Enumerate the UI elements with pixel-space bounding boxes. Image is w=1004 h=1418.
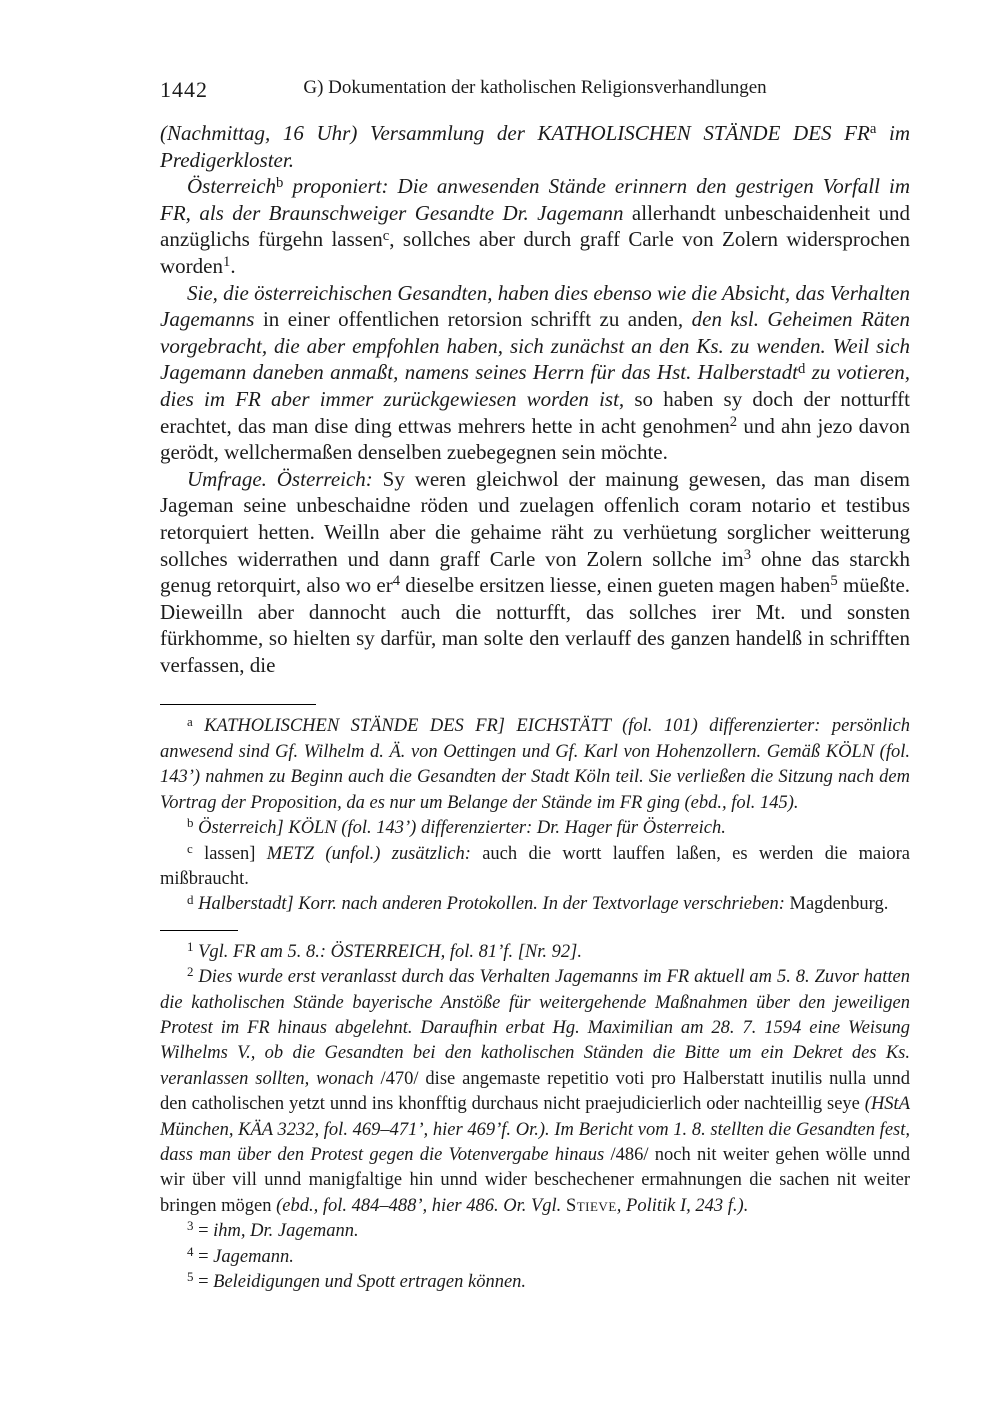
text-segment: =	[193, 1246, 214, 1267]
text-segment: Umfrage. Österreich:	[187, 466, 373, 491]
footnote-marker-2: 2	[729, 413, 738, 430]
footnotes	[160, 940, 910, 1296]
text-segment: , den ksl. Geheimen Räten vorgebracht, die aber empfohlen haben, sich zunächst an den Ks. zu wenden. Weil sich Jagemann daneben anmaßt, namens seines Herrn für das Hst. Halberstadt	[160, 307, 910, 385]
body-paragraph-gesandte	[160, 280, 910, 466]
text-segment: Halberstadt] Korr. nach anderen Protokollen. In der Textvorlage verschrieben:	[193, 894, 785, 915]
footnote-marker-a: a	[869, 121, 877, 138]
page-header	[160, 77, 910, 103]
text-segment: Vgl. FR am 5. 8.: ÖSTERREICH, fol. 81’f. [Nr. 92].	[193, 941, 582, 962]
footnote-marker-1: 1	[222, 254, 231, 271]
footnote-5	[160, 1270, 910, 1295]
apparatus-note-c	[160, 842, 910, 893]
footnote-marker-c: c	[382, 227, 390, 244]
footnote-marker-d: d	[798, 360, 806, 377]
footnote-marker-1: 1	[187, 938, 194, 954]
text-segment: Österreich	[187, 174, 277, 199]
text-block	[160, 77, 910, 1295]
text-segment: Jagemann.	[213, 1246, 294, 1267]
running-head: G) Dokumentation der katholischen Religionsverhandlungen	[303, 77, 767, 98]
footnote-marker-2: 2	[187, 964, 194, 980]
apparatus-note-d	[160, 892, 910, 917]
apparatus-separator-rule	[160, 704, 316, 705]
text-segment: .	[230, 253, 236, 278]
text-segment: ihm, Dr. Jagemann.	[213, 1221, 359, 1242]
text-segment: allerhandt unbeschaidenheit und anzüglichs fürgehn lassen	[160, 200, 910, 252]
text-segment: in einer offentlichen retorsion schrifft zu anden	[254, 307, 678, 332]
footnote-marker-c: c	[187, 840, 193, 856]
text-segment: Österreich] KÖLN (fol. 143’) differenzierter: Dr. Hager für Österreich.	[193, 818, 726, 839]
text-segment: auch die wortt lauffen laßen, es werden die maiora mißbraucht.	[160, 843, 910, 889]
text-segment: und ahn jezo davon gerödt, wellchermaßen denselben zuebegegnen sein möchte.	[160, 413, 910, 465]
footnote-marker-3: 3	[187, 1218, 194, 1234]
footnote-marker-4: 4	[392, 573, 401, 590]
body-text	[160, 120, 910, 678]
body-paragraph-opening	[160, 120, 910, 173]
body-paragraph-proposition	[160, 173, 910, 279]
text-segment: /486/ noch nit weiter gehen wölle unnd wir über vill unnd manigfaltige hin unnd wider beschechener ermahnungen die sachen nit weiter bringen mögen	[160, 1144, 910, 1216]
text-segment: METZ (unfol.) zusätzlich:	[266, 843, 471, 864]
footnote-marker-3: 3	[743, 546, 752, 563]
text-segment: im Predigerkloster.	[160, 121, 911, 172]
footnote-marker-b: b	[187, 815, 194, 831]
footnote-marker-b: b	[276, 174, 284, 191]
text-segment: , sollches aber durch graff Carle von Zolern widersprochen worden	[160, 227, 910, 278]
text-segment: Beleidigungen und Spott ertragen können.	[213, 1272, 527, 1292]
footnote-4	[160, 1245, 910, 1270]
footnote-separator-rule	[160, 930, 238, 931]
apparatus-note-a	[160, 714, 910, 816]
body-paragraph-umfrage	[160, 466, 910, 679]
text-segment: dieselbe ersitzen liesse, einen gueten magen haben	[400, 573, 831, 598]
text-segment: so haben sy doch der notturfft erachtet, das man dise ding ettwas mehrers hette in acht genohmen	[160, 386, 910, 438]
text-segment: Sie, die österreichischen Gesandten, haben dies ebenso wie die Absicht, das Verhalten Jagemanns	[160, 280, 910, 332]
critical-apparatus	[160, 714, 910, 917]
text-segment: =	[193, 1221, 214, 1242]
text-segment: (HStA München, KÄA 3232, fol. 469–471’, hier 469’f. Or.). Im Bericht vom 1. 8. stellten die Gesandten fest, dass man über den Protest gegen die Votenvergabe hinaus	[160, 1094, 910, 1165]
text-segment: ohne das starckh genug retorquirt, also wo er	[160, 546, 910, 598]
text-segment: =	[193, 1272, 214, 1292]
text-segment: Dies wurde erst veranlasst durch das Verhalten Jagemanns im FR aktuell am 5. 8. Zuvor hatten die katholischen Stände bayerische Anstöße für weitergehende Maßnahmen über den jeweiligen Protest im FR hinaus abgelehnt. Daraufhin erbat Hg. Maximilian am 28. 7. 1594 eine Weisung Wilhelms V., ob die Gesandten bei den katholischen Ständen die Bitte um ein Dekret des Ks. veranlassen sollten, wonach	[160, 967, 910, 1089]
footnote-marker-d: d	[187, 891, 194, 907]
text-segment: zu votieren, dies im FR aber immer zurückgewiesen worden ist,	[160, 360, 910, 411]
text-segment: lassen]	[192, 843, 267, 864]
footnote-marker-4: 4	[187, 1243, 194, 1259]
text-segment: (ebd., fol. 484–488’, hier 486. Or. Vgl.	[271, 1195, 566, 1216]
footnote-marker-5: 5	[187, 1269, 194, 1285]
text-segment: müeßte. Dieweilln aber dannocht auch die notturfft, das sollches irer Mt. und sonsten fürkhomme, so hielten sy darfür, man solte den verlauff des ganzen handelß in schrifften verfassen, die	[160, 573, 911, 677]
footnote-marker-5: 5	[830, 573, 838, 590]
apparatus-note-b	[160, 816, 910, 841]
footnote-3	[160, 1219, 910, 1244]
page-number: 1442	[160, 77, 208, 102]
text-segment: , Politik I, 243 f.).	[616, 1195, 749, 1216]
footnote-1	[160, 940, 910, 965]
text-segment: Sy weren gleichwol der mainung gewesen, das man disem Jageman seine unbeschaidne röden und zuelagen offenlich coram notario et testibus retorquiert hetten. Weilln aber die gehaime räht zu verhüetung sorglicher weitterung sollches widerrathen und dann graff Carle von Zolern sollche im	[160, 466, 910, 571]
text-segment: KATHOLISCHEN STÄNDE DES FR] EICHSTÄTT (fol. 101) differenzierter: persönlich anwesend sind Gf. Wilhelm d. Ä. von Oettingen und Gf. Karl von Hohenzollern. Gemäß KÖLN (fol. 143’) nahmen zu Beginn auch die Gesandten der Stadt Köln teil. Sie verließen die Sitzung nach dem Vortrag der Proposition, da es nur um Belange der Stände im FR ging (ebd., fol. 145).	[160, 716, 910, 813]
text-segment: (Nachmittag, 16 Uhr) Versammlung der KATHOLISCHEN STÄNDE DES FR	[160, 121, 870, 145]
text-segment: proponiert: Die anwesenden Stände erinnern den gestrigen Vorfall im FR, als der Braunschweiger Gesandte Dr. Jagemann	[160, 174, 910, 225]
footnote-2	[160, 965, 910, 1219]
text-segment: Stieve	[565, 1195, 617, 1216]
text-segment: Magdenburg.	[784, 894, 889, 915]
text-segment: /470/ dise angemaste repetitio voti pro Halberstatt inutilis nulla unnd den catholischen yetzt unnd ins khonfftig durchaus nicht praejudicierlich oder nachteillig seye	[160, 1068, 910, 1115]
footnote-marker-a: a	[187, 713, 193, 729]
